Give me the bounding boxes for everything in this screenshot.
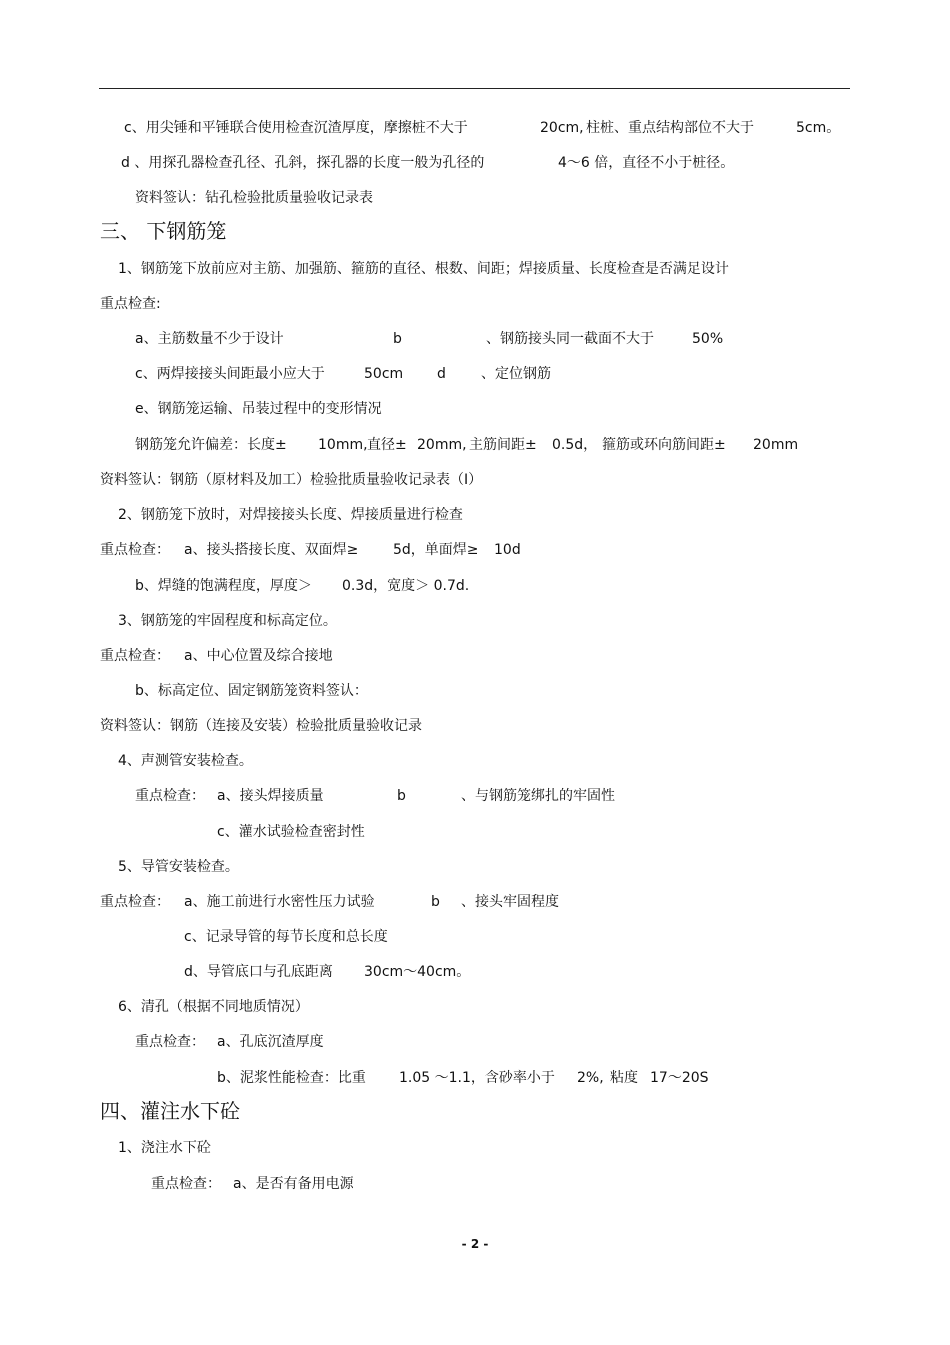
text-segment: 1.05 ～1.1，含砂率小于	[399, 1070, 555, 1086]
text-segment: 重点检查：	[151, 1176, 221, 1192]
text-line: 1、浇注水下砼	[118, 1140, 211, 1156]
text-line: e、钢筋笼运输、吊装过程中的变形情况	[135, 401, 382, 417]
text-segment: 20mm,	[417, 437, 467, 453]
text-line: 资料签认：钢筋（原材料及加工）检验批质量验收记录表（Ⅰ）	[100, 472, 483, 488]
text-segment: 、钢筋接头同一截面不大于	[486, 331, 654, 347]
text-segment: 10d	[494, 542, 521, 558]
text-segment: 主筋间距±	[469, 437, 537, 453]
text-segment: b	[431, 894, 440, 910]
text-line: 4、声测管安装检查。	[118, 753, 253, 769]
text-segment: 、定位钢筋	[481, 366, 551, 382]
text-segment: c、用尖锤和平锤联合使用检查沉渣厚度，摩擦桩不大于	[124, 120, 468, 136]
text-segment: 箍筋或环向筋间距±	[602, 437, 726, 453]
page-number: - 2 -	[461, 1237, 489, 1251]
text-segment: 重点检查：	[100, 648, 170, 664]
text-segment: c、两焊接接头间距最小应大于	[135, 366, 325, 382]
text-segment: 柱桩、重点结构部位不大于	[586, 120, 754, 136]
text-segment: b、焊缝的饱满程度，厚度＞	[135, 578, 312, 594]
text-segment: 重点检查：	[100, 542, 170, 558]
text-segment: d	[437, 366, 446, 382]
text-segment: a、施工前进行水密性压力试验	[184, 894, 375, 910]
text-segment: 重点检查：	[135, 788, 205, 804]
text-segment: a、主筋数量不少于设计	[135, 331, 284, 347]
text-segment: 粘度	[610, 1070, 638, 1086]
text-segment: 0.5d，	[552, 437, 598, 453]
text-segment: b、泥浆性能检查：比重	[217, 1070, 366, 1086]
text-segment: 2%,	[577, 1070, 604, 1086]
text-line: c、记录导管的每节长度和总长度	[184, 929, 388, 945]
text-segment: b	[397, 788, 406, 804]
text-segment: a、中心位置及综合接地	[184, 648, 333, 664]
text-segment: 重点检查：	[135, 1034, 205, 1050]
text-line: 6、清孔（根据不同地质情况）	[118, 999, 309, 1015]
text-segment: d 、用探孔器检查孔径、孔斜，探孔器的长度一般为孔径的	[121, 155, 485, 171]
text-segment: 、接头牢固程度	[461, 894, 559, 910]
section-heading: 四、灌注水下砼	[100, 1099, 240, 1123]
text-segment: 5d，单面焊≥	[393, 542, 479, 558]
header-rule	[99, 88, 850, 89]
text-line: 资料签认：钻孔检验批质量验收记录表	[135, 190, 373, 206]
text-segment: a、是否有备用电源	[233, 1176, 354, 1192]
text-line: b、标高定位、固定钢筋笼资料签认：	[135, 683, 368, 699]
text-segment: 30cm～40cm。	[364, 964, 471, 980]
text-segment: 4～6 倍，直径不小于桩径。	[558, 155, 735, 171]
text-segment: 0.3d，宽度＞ 0.7d.	[342, 578, 470, 594]
text-segment: d、导管底口与孔底距离	[184, 964, 333, 980]
text-segment: a、接头搭接长度、双面焊≥	[184, 542, 359, 558]
text-segment: a、接头焊接质量	[217, 788, 324, 804]
text-line: 1、钢筋笼下放前应对主筋、加强筋、箍筋的直径、根数、间距；焊接质量、长度检查是否满足设计	[118, 261, 729, 277]
text-segment: 5cm。	[796, 120, 841, 136]
text-segment: 20mm	[753, 437, 799, 453]
text-segment: 重点检查：	[100, 894, 170, 910]
text-line: 5、导管安装检查。	[118, 859, 239, 875]
text-line: 2、钢筋笼下放时，对焊接接头长度、焊接质量进行检查	[118, 507, 463, 523]
text-segment: 、与钢筋笼绑扎的牢固性	[461, 788, 615, 804]
text-segment: 直径±	[367, 437, 407, 453]
text-segment: 17～20S	[650, 1070, 709, 1086]
text-segment: 50%	[692, 331, 724, 347]
text-segment: 20cm,	[540, 120, 584, 136]
section-heading: 三、 下钢筋笼	[100, 219, 227, 243]
text-segment: 10mm,	[318, 437, 368, 453]
text-line: 3、钢筋笼的牢固程度和标高定位。	[118, 613, 337, 629]
text-segment: a、孔底沉渣厚度	[217, 1034, 324, 1050]
text-line: 重点检查:	[100, 296, 161, 312]
text-line: c、灌水试验检查密封性	[217, 824, 365, 840]
text-line: 资料签认：钢筋（连接及安装）检验批质量验收记录	[100, 718, 422, 734]
text-segment: b	[393, 331, 402, 347]
text-segment: 钢筋笼允许偏差：长度±	[135, 437, 287, 453]
text-segment: 50cm	[364, 366, 404, 382]
